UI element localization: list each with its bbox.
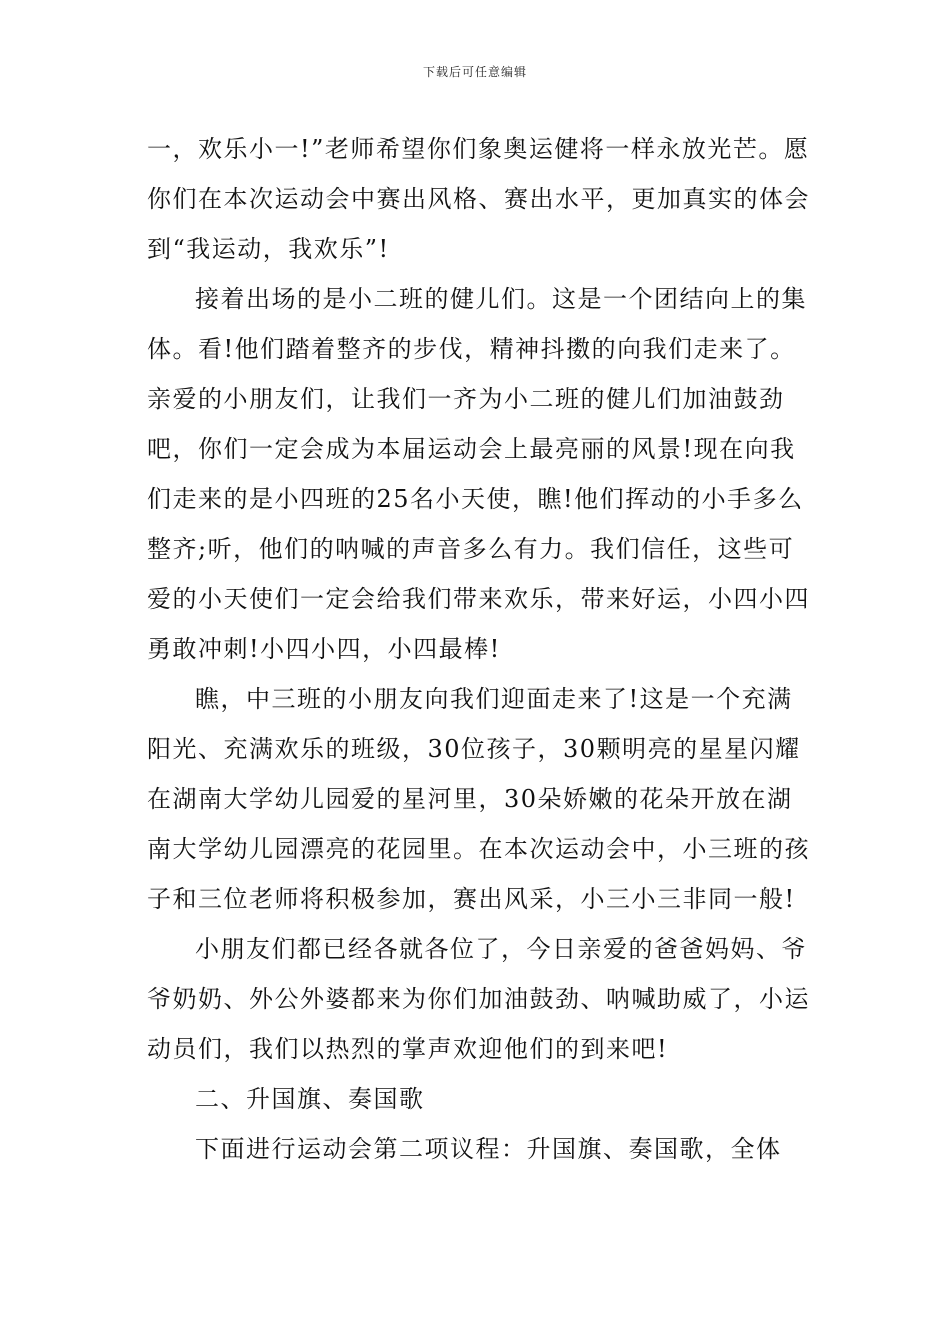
paragraph: 小朋友们都已经各就各位了，今日亲爱的爸爸妈妈、爷爷奶奶、外公外婆都来为你们加油鼓劲、呐喊助威了，小运动员们，我们以热烈的掌声欢迎他们的到来吧! [147, 935, 810, 1063]
paragraph: 瞧，中三班的小朋友向我们迎面走来了!这是一个充满阳光、充满欢乐的班级，30位孩子，30颗明亮的星星闪耀在湖南大学幼儿园爱的星河里，30朵娇嫩的花朵开放在湖南大学幼儿园漂亮的花园里。在本次运动会中，小三班的孩子和三位老师将积极参加，赛出风采，小三小三非同一般! [147, 685, 810, 913]
paragraph: 一，欢乐小一!”老师希望你们象奥运健将一样永放光芒。愿你们在本次运动会中赛出风格、赛出水平，更加真实的体会到“我运动，我欢乐”! [147, 135, 810, 263]
document-body [147, 124, 812, 1174]
page-header-note: 下载后可任意编辑 [422, 65, 527, 79]
paragraph: 接着出场的是小二班的健儿们。这是一个团结向上的集体。看!他们踏着整齐的步伐，精神抖擞的向我们走来了。亲爱的小朋友们，让我们一齐为小二班的健儿们加油鼓劲吧，你们一定会成为本届运动会上最亮丽的风景!现在向我们走来的是小四班的25名小天使，瞧!他们挥动的小手多么整齐;听，他们的呐喊的声音多么有力。我们信任，这些可爱的小天使们一定会给我们带来欢乐，带来好运，小四小四勇敢冲刺!小四小四，小四最棒! [147, 285, 810, 663]
section-heading: 二、升国旗、奏国歌 [195, 1085, 425, 1113]
paragraph: 下面进行运动会第二项议程：升国旗、奏国歌，全体 [195, 1135, 782, 1163]
